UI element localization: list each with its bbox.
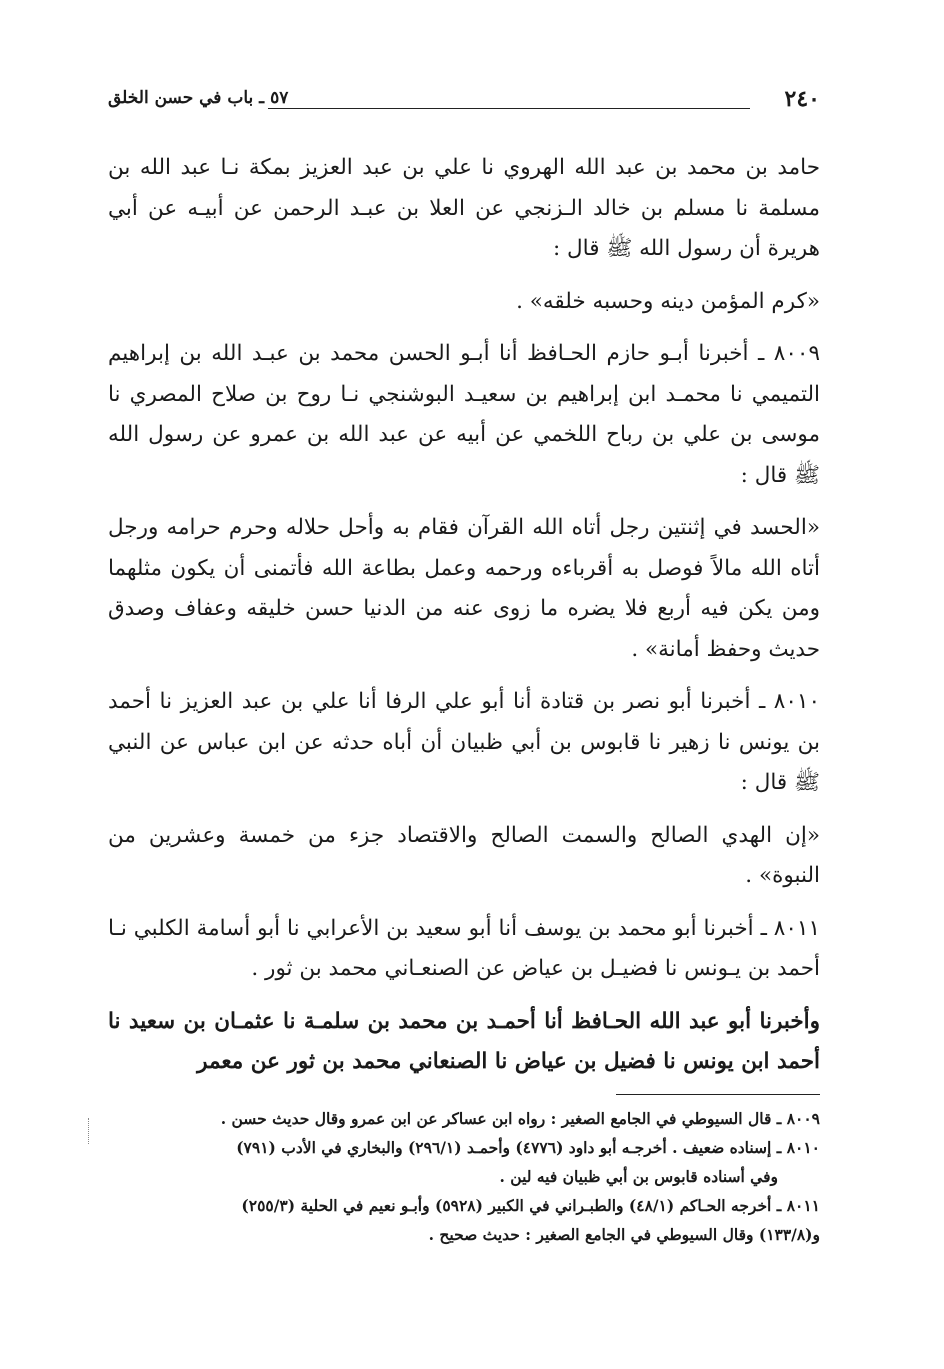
- footnote-8011: ٨٠١١ ـ أخرجه الحـاكم (٤٨/١) والطبـراني في الكبير (٥٩٢٨) وأبـو نعيم في الحلية (٢٥٥/٣): [241, 1196, 820, 1215]
- chapter-title: ٥٧ ـ باب في حسن الخلق: [108, 88, 289, 108]
- footnote-8009: ٨٠٠٩ ـ قال السيوطي في الجامع الصغير : رواه ابن عساكر عن ابن عمرو وقال حديث حسن .: [220, 1109, 820, 1128]
- scan-artifact: [88, 1118, 92, 1144]
- paragraph-hadith-3: «إن الهدي الصالح والسمت الصالح والاقتصاد جزء من خمسة وعشرين من النبوة» .: [108, 822, 820, 888]
- footnotes: [108, 1104, 820, 1249]
- paragraph-8011: ٨٠١١ ـ أخبرنا أبو محمد بن يوسف أنا أبو سعيد بن الأعرابي نا أبو أسامة الكلبي نـا أحمد بن يـونس نا فضيـل بن عياض عن الصنعـاني محمد بن ثور .: [108, 915, 820, 981]
- header-rule: [268, 108, 750, 109]
- footnote-8010: ٨٠١٠ ـ إسناده ضعيف . أخرجـه أبو داود (٤٧٧٦) وأحمـد (٢٩٦/١) والبخاري في الأدب (٧٩١): [236, 1138, 820, 1157]
- footnote-8010-continued: وفي أسناده قابوس بن أبي ظبيان فيه لين .: [499, 1167, 778, 1186]
- paragraph-isnad-2: وأخبرنا أبو عبد الله الحـافظ أنا أحمـد بن محمد بن سلمـة نا عثمـان بن سعيد نا أحمد ابن يونس نا فضيل بن عياض نا الصنعاني محمد بن ثور عن معمر: [108, 1008, 820, 1074]
- main-text: [108, 148, 820, 1095]
- footnote-divider: [616, 1094, 820, 1095]
- paragraph-isnad-1: حامد بن محمد بن عبد الله الهروي نا علي بن عبد العزيز بمكة نـا عبد الله بن مسلمة نا مسلم بن خالد الـزنجي عن العلا بن عبـد الرحمن عن أبيـه عن أبي هريرة أن رسول الله ﷺ قال :: [108, 155, 820, 261]
- paragraph-8010: ٨٠١٠ ـ أخبرنا أبو نصر بن قتادة أنا أبو علي الرفا أنا علي بن عبد العزيز نا أحمد بن يونس نا زهير نا قابوس بن أبي ظبيان أن أباه حدثه عن ابن عباس عن النبي ﷺ قال :: [108, 689, 820, 795]
- paragraph-8009: ٨٠٠٩ ـ أخبرنا أبـو حازم الحـافظ أنا أبـو الحسن محمد بن عبـد الله بن إبراهيم التميمي نا محمـد ابن إبراهيم بن سعيـد البوشنجي نـا روح بن صلاح المصري نا موسى بن علي بن رباح اللخمي عن أبيه عن عبد الله بن عمرو عن رسول الله ﷺ قال :: [108, 341, 820, 488]
- paragraph-hadith-1: «كرم المؤمن دينه وحسبه خلقه» .: [516, 288, 820, 314]
- footnote-8011-continued: و(١٣٣/٨) وقال السيوطي في الجامع الصغير : حديث صحيح .: [428, 1225, 820, 1244]
- page-number: ٢٤٠: [784, 86, 820, 112]
- page-header: [108, 86, 820, 120]
- paragraph-hadith-2: «الحسد في إثنتين رجل أتاه الله القرآن فقام به وأحل حلاله وحرم حرامه ورجل أتاه الله مالاً فوصل به أقرباءه ورحمه وعمل بطاعة الله فأتمنى أن يكون مثلهما ومن يكن فيه أربع فلا يضره ما زوى عنه من الدنيا حسن خليقه وعفاف وصدق حديث وحفظ أمانة» .: [108, 515, 820, 662]
